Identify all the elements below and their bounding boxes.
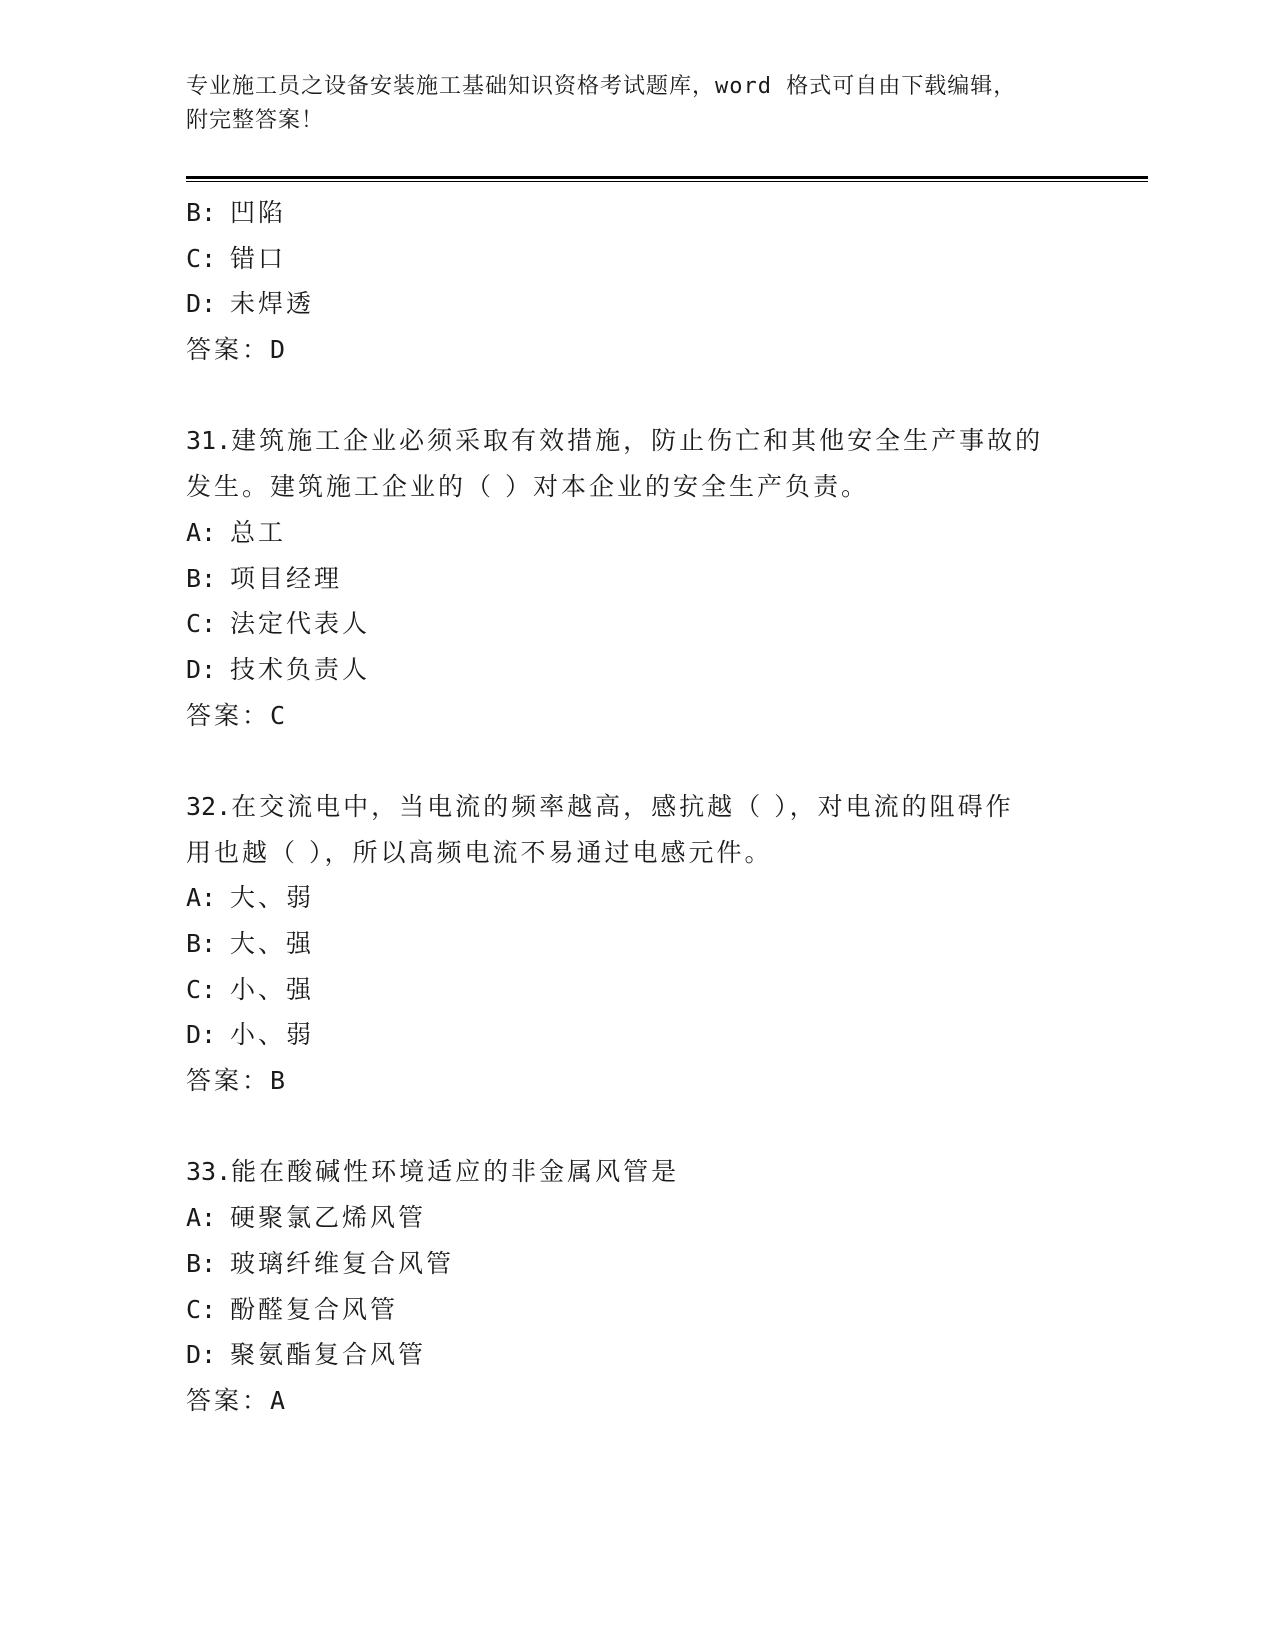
option-text: 凹陷 [230,198,287,227]
option-text: 未焊透 [230,289,315,319]
question-list [186,190,1086,1424]
question-32 [186,784,1086,1104]
option-text: 错口 [230,243,287,273]
answer-line [186,1378,1086,1424]
option-c [186,967,1086,1013]
option-prefix: C: [186,243,217,273]
option-d [186,281,1086,327]
option-prefix: D: [186,289,217,319]
option-text: 项目经理 [230,563,343,593]
question-number: 32. [186,791,232,821]
question-text-line-1 [186,1149,1086,1195]
option-text: 总工 [230,517,287,547]
option-a [186,1195,1086,1241]
spacer [186,373,1086,419]
option-prefix: D: [186,1340,217,1370]
question-text: 建筑施工企业必须采取有效措施，防止伤亡和其他安全生产事故的 [231,426,1044,456]
question-33 [186,1149,1086,1423]
question-number: 31. [186,426,232,456]
option-b [186,556,1086,602]
option-prefix: B: [186,198,217,227]
option-a [186,875,1086,921]
option-b [186,921,1086,967]
header-divider-thin [186,181,1148,182]
answer-label: 答案： [186,1385,271,1415]
option-prefix: B: [186,929,217,958]
option-prefix: D: [186,654,217,684]
option-d [186,1332,1086,1378]
option-d [186,647,1086,693]
option-prefix: B: [186,563,217,593]
question-text: 能在酸碱性环境适应的非金属风管是 [231,1157,680,1187]
option-c [186,1287,1086,1333]
answer-label: 答案： [186,700,271,730]
answer-line [186,1058,1086,1104]
question-number: 33. [186,1157,232,1187]
option-text: 硬聚氯乙烯风管 [230,1203,427,1233]
answer-value: B [270,1066,289,1096]
option-text: 酚醛复合风管 [230,1294,399,1324]
question-text-line-1 [186,784,1086,830]
option-a [186,510,1086,556]
question-text-line-2: 发生。建筑施工企业的（ ）对本企业的安全生产负责。 [186,472,869,502]
header-divider-thick [186,176,1148,179]
spacer [186,1104,1086,1150]
option-prefix: C: [186,609,217,639]
answer-line [186,327,1086,373]
question-text-line-2: 用也越（ ），所以高频电流不易通过电感元件。 [186,837,773,867]
option-b [186,1241,1086,1287]
option-text: 大、弱 [230,883,315,913]
answer-value: C [270,700,289,730]
option-prefix: A: [186,1203,217,1233]
option-text: 大、强 [230,929,315,958]
option-prefix: C: [186,974,217,1004]
question-30 [186,190,1086,373]
option-c [186,236,1086,282]
header-line-2: 附完整答案！ [186,108,325,133]
option-prefix: A: [186,883,217,913]
answer-label: 答案： [186,1066,271,1096]
option-text: 法定代表人 [230,609,371,639]
option-text: 小、强 [230,974,315,1004]
option-text: 玻璃纤维复合风管 [230,1248,455,1278]
question-text: 在交流电中，当电流的频率越高，感抗越（ ），对电流的阻碍作 [231,791,1014,821]
option-prefix: A: [186,517,217,547]
answer-line [186,693,1086,739]
question-text-line-1 [186,418,1086,464]
question-31 [186,418,1086,738]
document-header [186,70,1086,138]
option-c [186,601,1086,647]
answer-value: A [270,1385,289,1415]
spacer [186,738,1086,784]
option-text: 小、弱 [230,1020,315,1050]
answer-value: D [270,335,289,365]
option-prefix: C: [186,1294,217,1324]
option-text: 技术负责人 [230,654,371,684]
option-d [186,1012,1086,1058]
option-text: 聚氨酯复合风管 [230,1340,427,1370]
option-prefix: B: [186,1248,217,1278]
option-b [186,190,1086,236]
option-prefix: D: [186,1020,217,1050]
answer-label: 答案： [186,335,271,365]
header-line-1: 专业施工员之设备安装施工基础知识资格考试题库，word 格式可自由下载编辑， [186,74,1017,99]
